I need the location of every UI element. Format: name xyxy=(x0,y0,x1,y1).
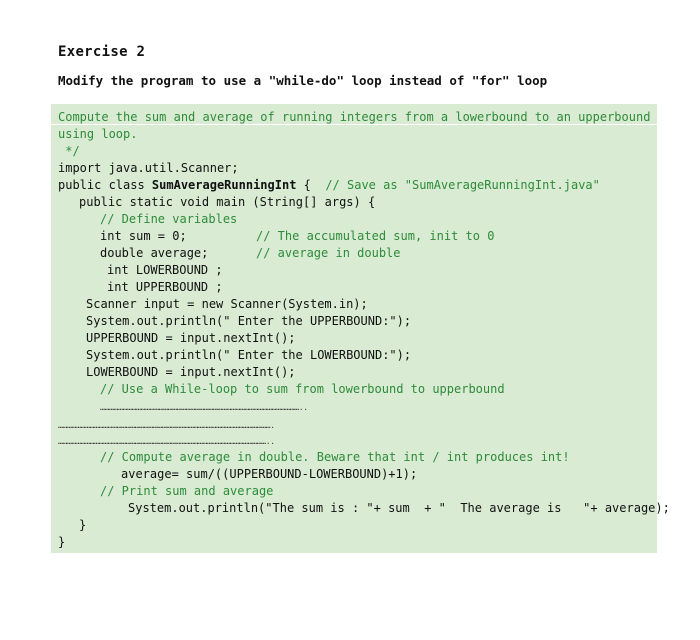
code-read-upperbound: UPPERBOUND = input.nextInt(); xyxy=(86,331,296,345)
code-compute-comment: // Compute average in double. Beware that int / int produces int! xyxy=(100,450,570,464)
code-while-comment: // Use a While-loop to sum from lowerbound to upperbound xyxy=(100,382,505,396)
code-sum-declaration: int sum = 0; xyxy=(100,229,187,243)
class-keywords: public class xyxy=(58,178,152,192)
code-print-lowerbound: System.out.println(" Enter the LOWERBOUND:"); xyxy=(86,348,412,362)
answer-blank-line-1: …………………………………………………………………………………………………………………….. xyxy=(100,403,308,412)
code-close-class: } xyxy=(58,535,66,549)
code-close-main: } xyxy=(79,518,87,532)
code-scanner-declaration: Scanner input = new Scanner(System.in); xyxy=(86,297,368,311)
code-lowerbound-declaration: int LOWERBOUND ; xyxy=(107,263,223,277)
class-comment: // Save as "SumAverageRunningInt.java" xyxy=(325,178,600,192)
answer-blank-line-2: ……………………………………………………………………………………………………………………………. xyxy=(58,421,275,430)
code-average-declaration: double average; xyxy=(100,246,209,260)
class-name: SumAverageRunningInt xyxy=(151,178,297,192)
code-comment-end: */ xyxy=(58,144,80,158)
code-average-calculation: average= sum/((UPPERBOUND-LOWERBOUND)+1); xyxy=(121,467,418,481)
code-define-comment: // Define variables xyxy=(100,212,238,226)
code-print-comment: // Print sum and average xyxy=(100,484,274,498)
code-upperbound-declaration: int UPPERBOUND ; xyxy=(107,280,223,294)
answer-blank-line-3: ………………………………………………………………………………………………………………………….. xyxy=(58,437,275,446)
code-read-lowerbound: LOWERBOUND = input.nextInt(); xyxy=(86,365,296,379)
exercise-instruction: Modify the program to use a "while-do" loop instead of "for" loop xyxy=(58,73,548,88)
code-comment-line-1: Compute the sum and average of running integers from a lowerbound to an upperbound xyxy=(58,110,651,124)
code-sum-comment: // The accumulated sum, init to 0 xyxy=(256,229,495,243)
class-brace: { xyxy=(296,178,326,192)
code-comment-line-2: using loop. xyxy=(58,127,138,141)
exercise-title: Exercise 2 xyxy=(58,44,146,60)
code-print-result: System.out.println("The sum is : "+ sum + " The average is "+ average); xyxy=(128,501,670,515)
code-import: import java.util.Scanner; xyxy=(58,161,239,175)
code-average-comment: // average in double xyxy=(256,246,401,260)
code-main-declaration: public static void main (String[] args) { xyxy=(79,195,376,209)
code-class-declaration xyxy=(58,177,600,193)
code-print-upperbound: System.out.println(" Enter the UPPERBOUND:"); xyxy=(86,314,412,328)
